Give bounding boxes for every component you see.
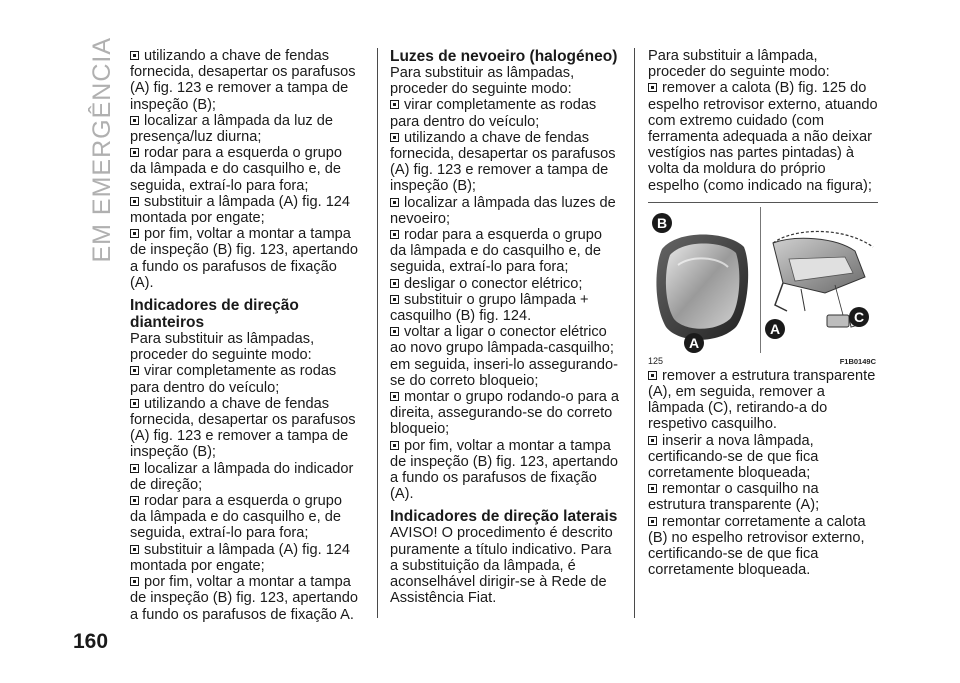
column-divider-1 [377, 48, 378, 618]
bullet-box-icon [390, 230, 399, 239]
column-1 [130, 48, 362, 623]
bullet-box-icon [130, 496, 139, 505]
col3-bullets-a [648, 80, 878, 193]
column-3 [648, 48, 878, 578]
figure-code: F1B0149C [839, 356, 876, 366]
bullet-box-icon [648, 484, 657, 493]
page-number: 160 [73, 630, 109, 653]
bullet-text: rodar para a esquerda o grupo da lâmpada e do casquilho e, de seguida, extraí-lo para fora; [390, 227, 602, 276]
col1-bullets-b [130, 363, 362, 622]
bullet-box-icon [130, 464, 139, 473]
bullet-item [390, 324, 622, 389]
bullet-item [390, 195, 622, 227]
bullet-box-icon [390, 327, 399, 336]
bullet-item [648, 481, 878, 513]
bullet-box-icon [648, 436, 657, 445]
bullet-box-icon [390, 133, 399, 142]
bullet-box-icon [130, 399, 139, 408]
bullet-box-icon [130, 577, 139, 586]
col2-intro-1: Para substituir as lâmpadas, proceder do seguinte modo: [390, 65, 575, 98]
bullet-item [130, 574, 362, 623]
col2-bullets-a [390, 97, 622, 502]
bullet-box-icon [130, 51, 139, 60]
bullet-text: rodar para a esquerda o grupo da lâmpada e do casquilho e, de seguida, extraí-lo para fora; [130, 145, 342, 194]
bullet-text: desligar o conector elétrico; [404, 275, 583, 292]
bullet-text: utilizando a chave de fendas fornecida, desapertar os parafusos (A) fig. 123 e remover a tampa de inspeção (B); [390, 129, 616, 195]
bullet-item [648, 433, 878, 482]
bullet-text: utilizando a chave de fendas fornecida, desapertar os parafusos (A) fig. 123 e remover a tampa de inspeção (B); [130, 48, 356, 113]
figure-label-b: B [652, 213, 672, 233]
bullet-item [130, 145, 362, 194]
col2-intro-2: AVISO! O procedimento é descrito puramente a título indicativo. Para a substituição da lâmpada, é aconselhável dirigir-se à Rede de Assistência Fiat. [390, 525, 613, 607]
lamp-figure-right [765, 207, 878, 353]
bullet-item [130, 48, 362, 113]
bullet-text: utilizando a chave de fendas fornecida, desapertar os parafusos (A) fig. 123 e remover a tampa de inspeção (B); [130, 395, 356, 461]
bullet-item [648, 80, 878, 193]
bullet-item [390, 97, 622, 129]
bullet-box-icon [390, 198, 399, 207]
col2-heading-1: Luzes de nevoeiro (halogéneo) [390, 48, 618, 65]
bullet-box-icon [130, 545, 139, 554]
col3-bullets-b [648, 368, 878, 579]
section-title [82, 37, 122, 263]
mirror-figure-left [648, 207, 758, 353]
bullet-item [130, 493, 362, 542]
col1-intro: Para substituir as lâmpadas, proceder do seguinte modo: [130, 331, 315, 364]
bullet-text: localizar a lâmpada do indicador de direção; [130, 460, 354, 493]
bullet-item [390, 438, 622, 503]
bullet-text: remover a estrutura transparente (A), em seguida, remover a lâmpada (C), retirando-a do respetivo casquilho. [648, 367, 876, 433]
column-2 [390, 48, 622, 607]
col1-bullets-a [130, 48, 362, 291]
bullet-box-icon [390, 392, 399, 401]
bullet-text: virar completamente as rodas para dentro do veículo; [130, 363, 337, 396]
bullet-item [648, 514, 878, 579]
col3-intro: Para substituir a lâmpada, proceder do seguinte modo: [648, 48, 830, 81]
bullet-text: substituir a lâmpada (A) fig. 124 montada por engate; [130, 193, 351, 227]
bullet-box-icon [130, 229, 139, 238]
bullet-item [390, 292, 622, 324]
bullet-text: remover a calota (B) fig. 125 do espelho retrovisor externo, atuando com extremo cuidado (com ferramenta adequada a não deixar vestígios nas partes pintadas) à volta da moldura do próprio espelho (como indicado na figura); [648, 80, 878, 194]
bullet-item [648, 368, 878, 433]
figure-label-a-right: A [765, 319, 785, 339]
bullet-box-icon [648, 371, 657, 380]
bullet-text: substituir a lâmpada (A) fig. 124 montada por engate; [130, 541, 351, 574]
bullet-text: remontar corretamente a calota (B) no espelho retrovisor externo, certificando-se de que fica corretamente bloqueada. [648, 513, 866, 579]
column-divider-2 [634, 48, 635, 618]
bullet-item [130, 113, 362, 145]
bullet-box-icon [130, 148, 139, 157]
bullet-item [390, 130, 622, 195]
bullet-box-icon [648, 517, 657, 526]
bullet-text: rodar para a esquerda o grupo da lâmpada e do casquilho e, de seguida, extraí-lo para fora; [130, 493, 342, 542]
col2-heading-2: Indicadores de direção laterais [390, 508, 618, 526]
bullet-text: por fim, voltar a montar a tampa de inspeção (B) fig. 123, apertando a fundo os parafusos de fixação A. [130, 574, 358, 623]
section-title-text: EM EMERGÊNCIA [87, 37, 116, 263]
bullet-text: localizar a lâmpada da luz de presença/luz diurna; [130, 112, 334, 146]
bullet-text: localizar a lâmpada das luzes de nevoeiro; [390, 194, 616, 227]
bullet-item [390, 389, 622, 438]
bullet-box-icon [130, 366, 139, 375]
bullet-item [130, 194, 362, 226]
figure-number: 125 [648, 355, 664, 366]
bullet-text: por fim, voltar a montar a tampa de inspeção (B) fig. 123, apertando a fundo os parafusos de fixação (A). [130, 226, 358, 291]
bullet-box-icon [648, 83, 657, 92]
bullet-text: virar completamente as rodas para dentro do veículo; [390, 97, 597, 130]
bullet-text: remontar o casquilho na estrutura transparente (A); [648, 481, 820, 514]
bullet-item [390, 227, 622, 276]
bullet-text: montar o grupo rodando-o para a direita, assegurando-se do correto bloqueio; [390, 389, 619, 438]
bullet-box-icon [390, 441, 399, 450]
bullet-text: substituir o grupo lâmpada + casquilho (B) fig. 124. [390, 291, 589, 325]
figure-separator [760, 207, 761, 353]
bullet-box-icon [390, 100, 399, 109]
bullet-box-icon [130, 116, 139, 125]
bullet-item [130, 396, 362, 461]
bullet-text: voltar a ligar o conector elétrico ao novo grupo lâmpada-casquilho; em seguida, inseri-lo assegurando-se do correto bloqueio; [390, 324, 618, 389]
bullet-text: por fim, voltar a montar a tampa de inspeção (B) fig. 123, apertando a fundo os parafusos de fixação (A). [390, 437, 618, 503]
bullet-item [130, 363, 362, 395]
bullet-item [130, 226, 362, 291]
figure-label-a-left: A [684, 333, 704, 353]
bullet-box-icon [390, 295, 399, 304]
bullet-item [130, 461, 362, 493]
figure-label-c: C [849, 307, 869, 327]
bullet-item [130, 542, 362, 574]
bullet-item [390, 276, 622, 292]
col1-heading: Indicadores de direção dianteiros [130, 297, 299, 332]
bullet-box-icon [130, 197, 139, 206]
figure-125 [648, 202, 878, 364]
bullet-text: inserir a nova lâmpada, certificando-se de que fica corretamente bloqueada; [648, 432, 819, 482]
bullet-box-icon [390, 279, 399, 288]
